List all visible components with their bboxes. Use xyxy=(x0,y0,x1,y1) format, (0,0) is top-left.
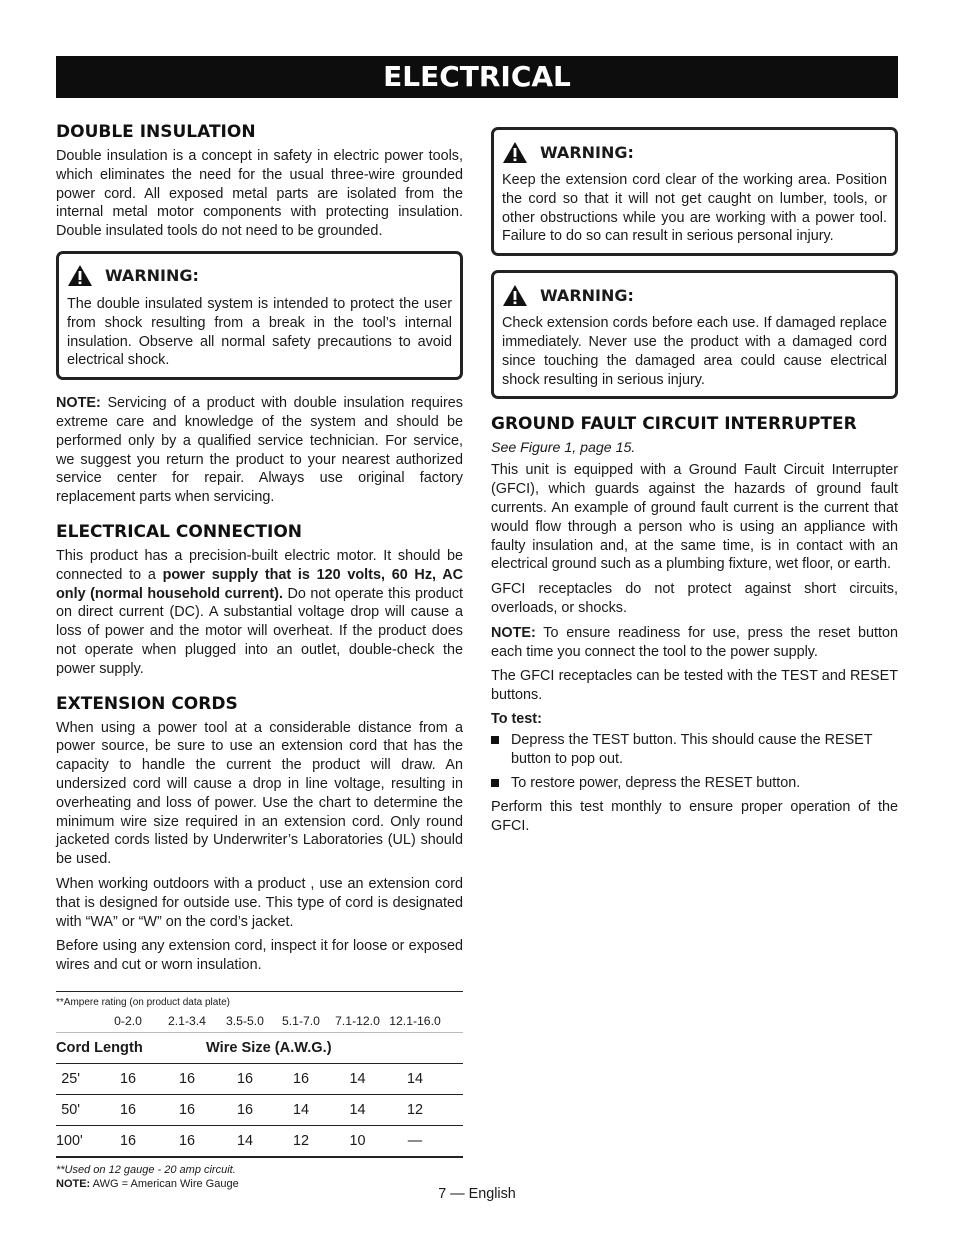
amp-range: 3.5-5.0 xyxy=(226,1014,264,1028)
amp-range: 7.1-12.0 xyxy=(335,1014,380,1028)
step-text: Depress the TEST button. This should cause the RESET button to pop out. xyxy=(511,731,873,767)
to-test-label: To test: xyxy=(491,710,542,727)
electrical-connection-body xyxy=(56,547,463,679)
wire-size-cell: 16 xyxy=(178,1102,195,1118)
warning-triangle-icon xyxy=(502,284,528,307)
wire-size-cell: — xyxy=(407,1133,423,1149)
extension-cords-p2: When working outdoors with a product , use an extension cord that is designed for outside use. This type of cord is designated with “WA” or “W” on the cord’s jacket. xyxy=(56,875,463,930)
wire-size-header: Wire Size (A.W.G.) xyxy=(206,1040,332,1056)
wire-size-cell: 12 xyxy=(292,1133,309,1149)
square-bullet-icon xyxy=(491,779,499,787)
wire-size-cell: 14 xyxy=(349,1102,366,1118)
warning-header xyxy=(502,282,887,308)
warning-title: WARNING: xyxy=(540,142,634,162)
amp-range: 2.1-3.4 xyxy=(168,1014,206,1028)
ampere-rating-note: **Ampere rating (on product data plate) xyxy=(56,997,230,1008)
warning-triangle-icon xyxy=(502,141,528,164)
table-header-row xyxy=(56,1032,463,1064)
step-text: To restore power, depress the RESET button. xyxy=(511,774,801,791)
note-label: NOTE: xyxy=(56,395,101,412)
power-requirement-bold: power supply that is 120 volts, 60 Hz, AC only (normal household current). xyxy=(56,566,463,602)
body-text-pre: This product has a precision-built electric motor. It should be connected to a xyxy=(56,547,463,583)
amp-range: 12.1-16.0 xyxy=(389,1014,441,1028)
left-column xyxy=(56,121,463,981)
wire-size-cell: 14 xyxy=(292,1102,309,1118)
service-note xyxy=(56,394,463,507)
wire-size-cell: 14 xyxy=(406,1071,423,1087)
ampere-range-row xyxy=(56,1010,463,1032)
warning-body: Keep the extension cord clear of the working area. Position the cord so that it will not get caught on lumber, tools, or other obstructions while you are working with a power tool. Failure to do so can result in serious personal injury. xyxy=(502,172,887,245)
list-item xyxy=(491,774,898,793)
wire-size-cell: 16 xyxy=(178,1133,195,1149)
extension-cords-heading: EXTENSION CORDS xyxy=(56,693,238,714)
wire-size-table xyxy=(56,991,463,1191)
gfci-p2: GFCI receptacles do not protect against short circuits, overloads, or shocks. xyxy=(491,581,898,616)
note-body: Servicing of a product with double insulation requires extreme care and knowledge of the system and should be performed only by a qualified service technician. For service, we suggest you return the product to your nearest authorized service center for repair. Always use original factory replacement parts when servicing. xyxy=(56,395,463,506)
warning-body: Check extension cords before each use. If damaged replace immediately. Never use the product with a damaged cord since touching the damaged area could cause electrical shock resulting in serious injury. xyxy=(502,315,887,388)
warning-title: WARNING: xyxy=(540,285,634,305)
warning-box-cord-clear xyxy=(491,127,898,256)
cord-length-cell: 25' xyxy=(61,1071,80,1087)
double-insulation-heading: DOUBLE INSULATION xyxy=(56,122,256,142)
wire-size-cell: 16 xyxy=(119,1133,136,1149)
cord-length-cell: 100' xyxy=(56,1133,83,1149)
body-text-post: Do not operate this product on direct current (DC). A substantial voltage drop will cause a loss of power and the motor will overheat. If the product does not operate when plugged into an outlet, double-check the power supply. xyxy=(56,585,464,677)
wire-size-cell: 14 xyxy=(349,1071,366,1087)
list-item xyxy=(491,731,898,769)
amp-range: 5.1-7.0 xyxy=(282,1014,320,1028)
cord-length-header: Cord Length xyxy=(56,1040,143,1056)
test-steps-list xyxy=(491,731,898,792)
wire-size-cell: 16 xyxy=(236,1071,253,1087)
warning-box-double-insulation xyxy=(56,251,463,380)
gfci-p1: This unit is equipped with a Ground Fault Circuit Interrupter (GFCI), which guards against the hazards of ground fault currents. An example of ground fault current is the current that would flow through a person who is using an appliance with faulty insulation and, at the same time, is in contact with an electrical ground such as a plumbing fixture, wet floor, or earth. xyxy=(491,462,898,573)
warning-body: The double insulated system is intended to protect the user from shock resulting from a break in the tool’s internal insulation. Observe all normal safety precautions to avoid electrical shock. xyxy=(67,295,452,369)
wire-size-cell: 16 xyxy=(292,1071,309,1087)
gfci-heading: GROUND FAULT CIRCUIT INTERRUPTER xyxy=(491,414,857,435)
amp-range: 0-2.0 xyxy=(114,1014,142,1028)
wire-size-cell: 14 xyxy=(236,1133,253,1149)
extension-cords-p1: When using a power tool at a considerable distance from a power source, be sure to use an extension cord that has the capacity to handle the current the product will draw. An undersized cord will cause a drop in line voltage, resulting in overheating and loss of power. Use the chart to determine the minimum wire size required in an extension cord. Only round jacketed cords listed by Underwriter’s Laboratories (UL) should be used. xyxy=(56,719,463,868)
note-body: To ensure readiness for use, press the reset button each time you connect the tool to the power supply. xyxy=(491,624,898,660)
table-row xyxy=(56,1064,463,1095)
table-footnote: **Used on 12 gauge - 20 amp circuit. xyxy=(56,1164,236,1176)
extension-cords-p3: Before using any extension cord, inspect it for loose or exposed wires and cut or worn insulation. xyxy=(56,938,463,974)
note-body: AWG = American Wire Gauge xyxy=(90,1178,239,1190)
double-insulation-body: Double insulation is a concept in safety in electric power tools, which eliminates the need for the usual three-wire grounded power cord. All exposed metal parts are isolated from the internal metal motor components with protecting insulation. Double insulated tools do not need to be grounded. xyxy=(56,148,463,240)
wire-size-cell: 10 xyxy=(349,1133,366,1149)
warning-header xyxy=(502,139,887,165)
wire-size-cell: 12 xyxy=(406,1102,423,1118)
cord-length-cell: 50' xyxy=(61,1102,80,1118)
note-label: NOTE: xyxy=(56,1178,91,1190)
warning-title: WARNING: xyxy=(105,266,199,286)
right-column xyxy=(491,127,898,842)
wire-size-cell: 16 xyxy=(119,1071,136,1087)
wire-size-cell: 16 xyxy=(178,1071,195,1087)
note-label: NOTE: xyxy=(491,624,536,641)
section-banner: ELECTRICAL xyxy=(56,56,898,98)
warning-box-check-cords xyxy=(491,270,898,399)
warning-header xyxy=(67,263,452,289)
page-number: 7 — English xyxy=(438,1186,516,1202)
gfci-p3: The GFCI receptacles can be tested with the TEST and RESET buttons. xyxy=(491,668,898,704)
table-row xyxy=(56,1095,463,1126)
square-bullet-icon xyxy=(491,736,499,744)
electrical-connection-heading: ELECTRICAL CONNECTION xyxy=(56,521,303,542)
gfci-note xyxy=(491,624,898,662)
warning-triangle-icon xyxy=(67,264,93,287)
wire-size-cell: 16 xyxy=(236,1102,253,1118)
table-row xyxy=(56,1126,463,1158)
figure-reference: See Figure 1, page 15. xyxy=(491,440,636,457)
wire-size-cell: 16 xyxy=(119,1102,136,1118)
gfci-p4: Perform this test monthly to ensure proper operation of the GFCI. xyxy=(491,799,898,835)
